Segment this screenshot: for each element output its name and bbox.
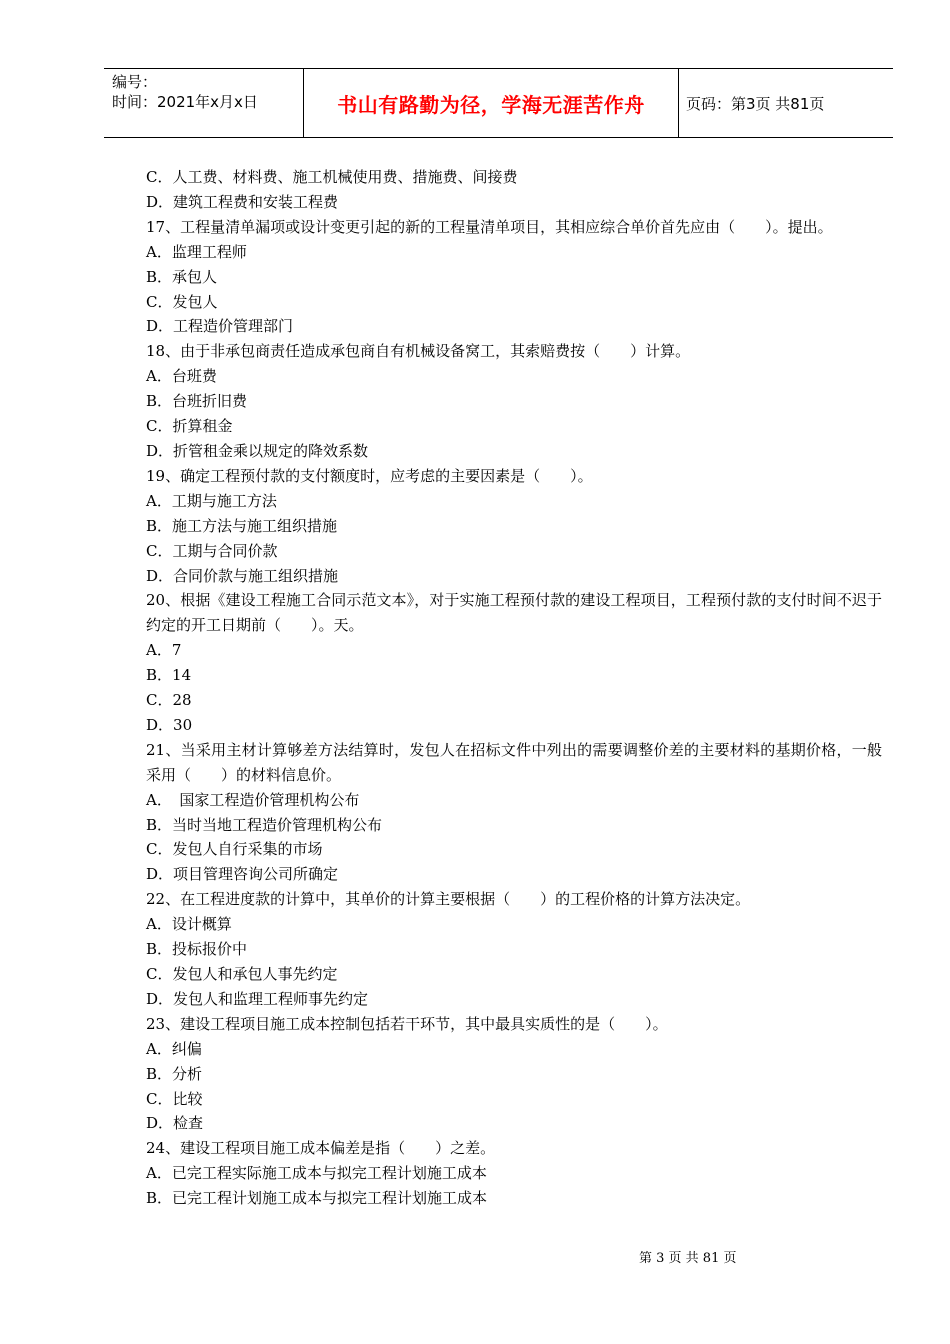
answer-option: D．建筑工程费和安装工程费 [146, 192, 339, 211]
answer-option: A．工期与施工方法 [146, 491, 277, 510]
header-meta [104, 69, 303, 137]
answer-option: C．工期与合同价款 [146, 541, 278, 560]
answer-option: B．承包人 [146, 267, 218, 286]
motto: 书山有路勤为径，学海无涯苦作舟 [337, 92, 645, 117]
answer-option: B．投标报价中 [146, 940, 248, 959]
page-header [104, 68, 893, 138]
answer-option: A． 国家工程造价管理机构公布 [146, 790, 360, 809]
answer-option: D．项目管理咨询公司所确定 [146, 865, 339, 884]
answer-option: D．30 [146, 715, 193, 734]
question-text: 17、工程量清单漏项或设计变更引起的新的工程量清单项目，其相应综合单价首先应由（ ）。提出。 [146, 217, 833, 236]
question-text: 20、根据《建设工程施工合同示范文本》，对于实施工程预付款的建设工程项目，工程预付款的支付时间不迟于约定的开工日期前（ ）。天。 [146, 591, 882, 635]
answer-option: A．设计概算 [146, 915, 232, 934]
header-page-info-cell [678, 69, 901, 137]
answer-option: B．已完工程计划施工成本与拟完工程计划施工成本 [146, 1189, 488, 1208]
answer-option: A．台班费 [146, 367, 217, 386]
answer-option: D．发包人和监理工程师事先约定 [146, 989, 369, 1008]
question-text: 21、当采用主材计算够差方法结算时，发包人在招标文件中列出的需要调整价差的主要材料的基期价格，一般采用（ ）的材料信息价。 [146, 740, 882, 784]
answer-option: C．折算租金 [146, 417, 233, 436]
answer-option: A．7 [146, 641, 182, 660]
question-text: 23、建设工程项目施工成本控制包括若干环节，其中最具实质性的是（ ）。 [146, 1014, 668, 1033]
question-text: 19、确定工程预付款的支付额度时，应考虑的主要因素是（ ）。 [146, 466, 593, 485]
answer-option: C．28 [146, 691, 192, 710]
answer-option: D．折管租金乘以规定的降效系数 [146, 441, 369, 460]
answer-option: D．合同价款与施工组织措施 [146, 566, 339, 585]
question-text: 22、在工程进度款的计算中，其单价的计算主要根据（ ）的工程价格的计算方法决定。 [146, 890, 751, 909]
document-body [116, 165, 882, 1211]
answer-option: B．施工方法与施工组织措施 [146, 516, 338, 535]
question-text: 24、建设工程项目施工成本偏差是指（ ）之差。 [146, 1139, 496, 1158]
answer-option: B．台班折旧费 [146, 392, 248, 411]
answer-option: C．人工费、材料费、施工机械使用费、措施费、间接费 [146, 168, 518, 186]
answer-option: A．纠偏 [146, 1039, 202, 1058]
answer-option: C．比较 [146, 1089, 203, 1108]
answer-option: A．监理工程师 [146, 242, 247, 261]
answer-option: D．工程造价管理部门 [146, 317, 294, 336]
answer-option: B．当时当地工程造价管理机构公布 [146, 815, 383, 834]
answer-option: D．检查 [146, 1114, 204, 1133]
number-label: 编号： [112, 73, 158, 91]
answer-option: A．已完工程实际施工成本与拟完工程计划施工成本 [146, 1164, 487, 1183]
time-label: 时间：2021年x月x日 [112, 93, 258, 111]
question-text: 18、由于非承包商责任造成承包商自有机械设备窝工，其索赔费按（ ）计算。 [146, 342, 691, 361]
answer-option: C．发包人 [146, 292, 218, 311]
answer-option: B．分析 [146, 1064, 203, 1083]
page-info: 页码：第3页 共81页 [686, 94, 825, 113]
answer-option: C．发包人自行采集的市场 [146, 840, 323, 859]
answer-option: C．发包人和承包人事先约定 [146, 965, 338, 983]
answer-option: B．14 [146, 666, 192, 685]
header-motto-cell [303, 69, 679, 137]
page-footer: 第 3 页 共 81 页 [639, 1251, 737, 1266]
